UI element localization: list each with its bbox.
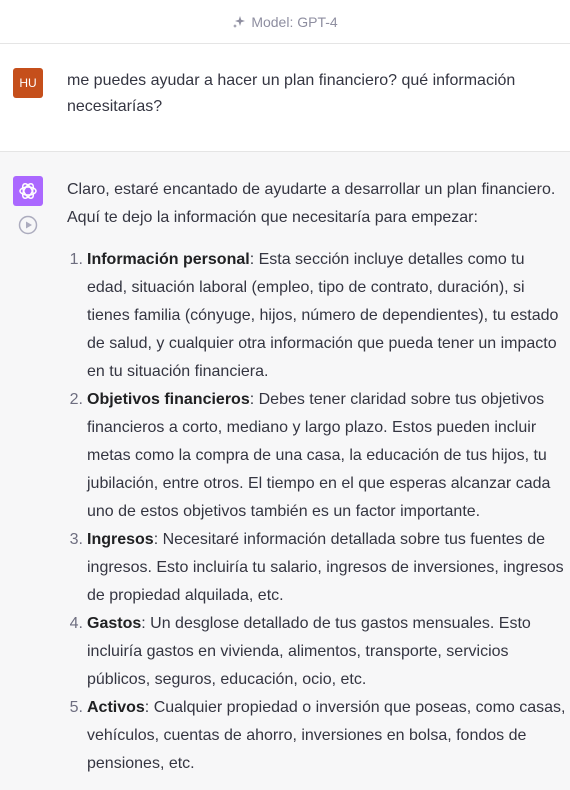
- item-text: : Esta sección incluye detalles como tu edad, situación laboral (empleo, tipo de contrato, duración), si tienes familia (cónyuge, hijos, número de dependientes), tu estado de salud, y cualquier otra información que pueda tener un impacto en tu situación financiera.: [87, 251, 559, 380]
- play-audio-icon[interactable]: [18, 215, 38, 240]
- sparkle-icon: [232, 15, 246, 29]
- item-title: Gastos: [87, 615, 142, 632]
- assistant-message: [0, 152, 570, 790]
- list-item: [69, 386, 567, 526]
- item-text: : Un desglose detallado de tus gastos mensuales. Esto incluiría gastos en vivienda, alimentos, transporte, servicios públicos, seguros, educación, ocio, etc.: [87, 615, 531, 688]
- user-avatar: HU: [13, 68, 43, 98]
- list-item: [69, 246, 567, 386]
- list-item: [69, 610, 567, 694]
- item-text: : Cualquier propiedad o inversión que poseas, como casas, vehículos, cuentas de ahorro, inversiones en bolsa, fondos de pensiones, etc.: [87, 699, 566, 772]
- item-title: Ingresos: [87, 531, 154, 548]
- list-number: 4.: [69, 615, 83, 632]
- list-item: [69, 526, 567, 610]
- item-text: : Debes tener claridad sobre tus objetivos financieros a corto, mediano y largo plazo. Estos pueden incluir metas como la compra de una casa, la educación de tus hijos, tu jubilación, entre otros. El tiempo en el que esperas alcanzar cada uno de estos objetivos también es un factor importante.: [87, 391, 551, 520]
- model-header: [0, 0, 570, 44]
- user-message-text: me puedes ayudar a hacer un plan financiero? qué información necesitarías?: [67, 72, 516, 115]
- assistant-intro: Claro, estaré encantado de ayudarte a desarrollar un plan financiero. Aquí te dejo la información que necesitaría para empezar:: [67, 181, 556, 226]
- list-number: 5.: [69, 699, 83, 716]
- item-text: : Necesitaré información detallada sobre tus fuentes de ingresos. Esto incluiría tu salario, ingresos de inversiones, ingresos de propiedad alquilada, etc.: [87, 531, 564, 604]
- user-message: [0, 44, 570, 152]
- item-title: Objetivos financieros: [87, 391, 250, 408]
- list-number: 2.: [69, 391, 83, 408]
- list-item: [69, 694, 567, 778]
- list-number: 3.: [69, 531, 83, 548]
- chatgpt-logo-icon: [13, 176, 43, 206]
- list-number: 1.: [69, 251, 83, 268]
- info-list: [67, 246, 567, 778]
- model-label: Model: GPT-4: [251, 13, 338, 30]
- item-title: Activos: [87, 699, 145, 716]
- item-title: Información personal: [87, 251, 250, 268]
